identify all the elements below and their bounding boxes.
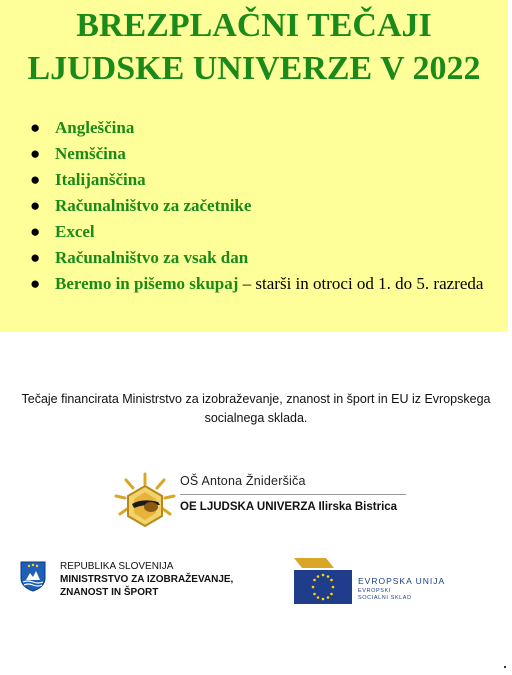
course-name: Računalništvo za vsak dan: [55, 248, 249, 267]
bullet-icon: ●: [30, 170, 41, 189]
eu-flag-icon: [292, 558, 356, 606]
course-name: Excel: [55, 222, 95, 241]
school-logo: [112, 470, 412, 532]
title-line-2: LJUDSKE UNIVERZE V 2022: [27, 50, 481, 87]
school-unit-name: OE LJUDSKA UNIVERZA Ilirska Bistrica: [180, 501, 398, 513]
course-name: Računalništvo za začetnike: [55, 196, 252, 215]
ministry-logo: [18, 560, 258, 604]
course-item: [28, 245, 488, 271]
eu-logo: [292, 558, 446, 608]
course-item: [28, 167, 488, 193]
course-item: [28, 193, 488, 219]
course-item: [28, 115, 488, 141]
school-emblem-icon: [112, 470, 178, 532]
school-name: OŠ Antona Žnideršiča: [180, 474, 306, 488]
ministry-country: REPUBLIKA SLOVENIJA: [60, 561, 174, 572]
ministry-name-line-2: ZNANOST IN ŠPORT: [60, 587, 159, 598]
ministry-name-line-1: MINISTRSTVO ZA IZOBRAŽEVANJE,: [60, 574, 234, 585]
course-name: Nemščina: [55, 144, 126, 163]
bullet-icon: ●: [30, 274, 41, 293]
school-logo-divider: [180, 494, 406, 495]
title-line-1: BREZPLAČNI TEČAJI: [76, 7, 432, 44]
course-name: Angleščina: [55, 118, 135, 137]
course-item: [28, 271, 488, 297]
course-list: [28, 115, 488, 297]
bullet-icon: ●: [30, 118, 41, 137]
course-extra: – starši in otroci od 1. do 5. razreda: [238, 274, 484, 293]
funding-notice: Tečaje financirata Ministrstvo za izobraževanje, znanost in šport in EU iz Evropskega socialnega sklada.: [21, 392, 491, 425]
page-corner-mark: [504, 666, 506, 668]
slovenia-crest-icon: [18, 560, 48, 592]
page-title: [0, 4, 508, 90]
eu-name: EVROPSKA UNIJA: [358, 576, 446, 586]
course-item: [28, 219, 488, 245]
bullet-icon: ●: [30, 248, 41, 267]
header-panel: [0, 0, 508, 332]
course-name: Italijanščina: [55, 170, 146, 189]
course-item: [28, 141, 488, 167]
course-name: Beremo in pišemo skupaj: [55, 274, 239, 293]
bullet-icon: ●: [30, 196, 41, 215]
bullet-icon: ●: [30, 222, 41, 241]
bullet-icon: ●: [30, 144, 41, 163]
eu-fund-name: EVROPSKI SOCIALNI SKLAD: [358, 588, 412, 601]
